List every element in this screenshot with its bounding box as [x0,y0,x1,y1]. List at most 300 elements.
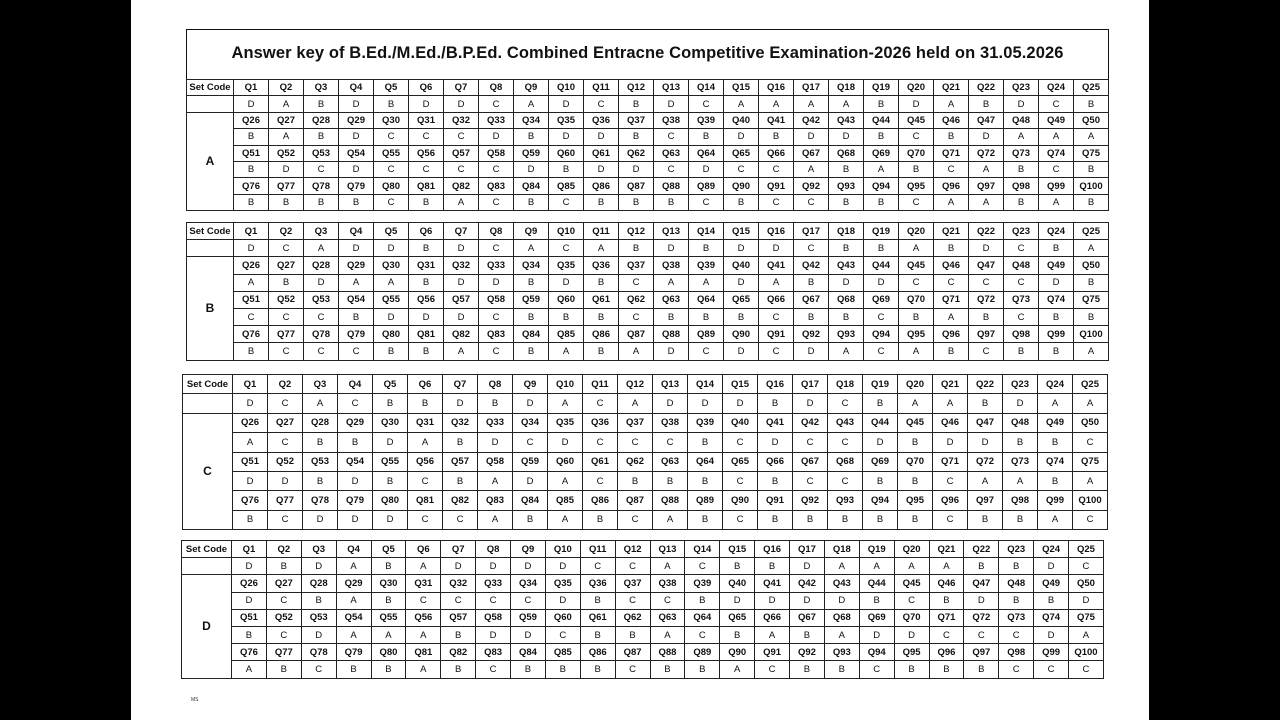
answer-cell: C [618,510,653,529]
question-number: Q35 [548,413,583,432]
answer-cell: B [758,394,793,413]
answer-cell: C [479,96,514,112]
question-number: Q79 [339,326,374,343]
answer-cell: B [266,661,301,678]
answer-cell: B [443,471,478,490]
question-number: Q53 [304,145,339,161]
answer-cell: A [548,394,583,413]
question-number: Q56 [409,145,444,161]
question-number: Q93 [824,644,859,661]
question-number: Q36 [583,413,618,432]
question-row [182,609,1104,626]
answer-cell: A [269,96,304,112]
question-number: Q12 [619,223,654,240]
question-number: Q20 [894,541,929,558]
answer-cell: B [615,626,650,643]
question-number: Q38 [653,413,688,432]
question-number: Q96 [933,491,968,510]
answer-cell: C [269,343,304,360]
answer-cell: D [654,96,689,112]
answer-cell: C [479,343,514,360]
question-number: Q74 [1039,145,1074,161]
question-number: Q80 [374,326,409,343]
question-number: Q57 [443,452,478,471]
question-number: Q34 [514,112,549,128]
answer-cell: C [1073,510,1108,529]
question-number: Q35 [549,257,584,274]
question-number: Q77 [268,491,303,510]
question-number: Q91 [759,326,794,343]
answer-cell: D [549,96,584,112]
question-number: Q63 [654,145,689,161]
question-number: Q32 [441,575,476,592]
question-number: Q60 [549,145,584,161]
answer-row [187,96,1109,112]
question-number: Q21 [933,375,968,394]
answer-cell: A [934,194,969,210]
answer-cell: B [408,394,443,413]
question-number: Q36 [584,112,619,128]
question-number: Q5 [371,541,406,558]
question-number: Q9 [511,541,546,558]
answer-cell: A [303,394,338,413]
set-code-spacer [187,240,234,257]
question-number: Q65 [724,145,759,161]
question-row [183,413,1108,432]
question-number: Q43 [829,112,864,128]
question-number: Q20 [899,223,934,240]
question-number: Q2 [269,80,304,96]
answer-cell: C [406,592,441,609]
answer-cell: A [794,161,829,177]
question-number: Q28 [303,413,338,432]
answer-cell: C [999,661,1034,678]
answer-cell: A [336,592,371,609]
question-number: Q92 [794,178,829,194]
answer-cell: D [653,394,688,413]
answer-table-set-a [186,79,1109,211]
question-number: Q31 [408,413,443,432]
set-code-label: Set Code [183,375,233,394]
question-number: Q27 [269,257,304,274]
question-number: Q85 [549,326,584,343]
answer-cell: A [720,661,755,678]
answer-cell: D [755,592,790,609]
answer-cell: D [444,308,479,325]
answer-cell: B [864,240,899,257]
answer-table-set-d [181,540,1104,679]
question-number: Q100 [1073,491,1108,510]
answer-row [183,394,1108,413]
answer-cell: B [829,194,864,210]
question-number: Q8 [478,375,513,394]
answer-cell: D [824,592,859,609]
set-code-spacer [182,558,232,575]
question-number: Q10 [549,223,584,240]
answer-row [187,274,1109,291]
answer-cell: B [969,308,1004,325]
question-number: Q60 [545,609,580,626]
question-number: Q64 [685,609,720,626]
answer-cell: D [511,626,546,643]
question-number: Q82 [444,326,479,343]
answer-cell: A [859,558,894,575]
answer-row [182,626,1104,643]
question-number: Q13 [654,223,689,240]
answer-cell: A [933,394,968,413]
answer-cell: B [685,661,720,678]
question-number: Q40 [720,575,755,592]
answer-cell: B [724,308,759,325]
answer-cell: B [269,194,304,210]
answer-cell: B [304,96,339,112]
answer-cell: C [929,626,964,643]
question-number: Q4 [338,375,373,394]
question-row [187,145,1109,161]
question-number: Q16 [759,223,794,240]
question-number: Q67 [793,452,828,471]
question-number: Q15 [724,80,759,96]
question-number: Q17 [794,80,829,96]
question-number: Q83 [479,326,514,343]
question-number: Q47 [969,257,1004,274]
question-number: Q40 [724,112,759,128]
answer-cell: D [584,161,619,177]
answer-cell: B [899,308,934,325]
answer-cell: A [653,510,688,529]
question-number: Q29 [339,257,374,274]
answer-cell: B [371,558,406,575]
answer-cell: B [999,592,1034,609]
question-number: Q86 [580,644,615,661]
question-number: Q49 [1034,575,1069,592]
answer-cell: A [233,433,268,452]
answer-cell: C [685,626,720,643]
question-number: Q48 [1004,257,1039,274]
question-number: Q88 [650,644,685,661]
question-number: Q17 [790,541,825,558]
answer-cell: B [441,661,476,678]
question-number: Q18 [828,375,863,394]
answer-cell: A [618,394,653,413]
question-number: Q33 [478,413,513,432]
question-number: Q37 [618,413,653,432]
question-row [187,80,1109,96]
answer-cell: C [441,592,476,609]
answer-cell: D [338,510,373,529]
answer-row [183,471,1108,490]
answer-cell: C [859,661,894,678]
question-number: Q78 [304,326,339,343]
question-number: Q30 [374,112,409,128]
answer-cell: D [233,394,268,413]
answer-cell: B [1004,161,1039,177]
question-number: Q77 [269,326,304,343]
question-number: Q40 [724,257,759,274]
answer-cell: C [615,558,650,575]
question-number: Q46 [934,257,969,274]
question-number: Q44 [863,413,898,432]
answer-cell: A [929,558,964,575]
answer-cell: C [549,194,584,210]
question-number: Q46 [934,112,969,128]
answer-cell: D [269,161,304,177]
answer-cell: D [759,240,794,257]
answer-cell: C [408,510,443,529]
question-row [187,112,1109,128]
answer-cell: C [654,129,689,145]
question-number: Q14 [689,80,724,96]
question-number: Q94 [859,644,894,661]
answer-cell: C [899,274,934,291]
question-number: Q93 [828,491,863,510]
answer-cell: A [724,96,759,112]
answer-cell: C [234,308,269,325]
answer-cell: B [304,129,339,145]
question-number: Q5 [374,223,409,240]
question-number: Q15 [720,541,755,558]
question-number: Q67 [794,291,829,308]
answer-cell: A [478,510,513,529]
question-number: Q33 [479,112,514,128]
answer-row [187,343,1109,360]
answer-cell: B [336,661,371,678]
answer-cell: D [374,240,409,257]
question-number: Q22 [969,223,1004,240]
answer-cell: B [513,510,548,529]
question-number: Q66 [759,145,794,161]
answer-cell: B [824,661,859,678]
answer-cell: A [969,161,1004,177]
question-number: Q85 [545,644,580,661]
question-row [183,375,1108,394]
answer-cell: B [653,471,688,490]
question-number: Q44 [859,575,894,592]
answer-cell: D [409,96,444,112]
question-number: Q98 [1004,178,1039,194]
answer-cell: B [549,161,584,177]
question-number: Q48 [999,575,1034,592]
answer-cell: A [1074,129,1109,145]
question-number: Q79 [336,644,371,661]
question-number: Q56 [408,452,443,471]
answer-cell: A [514,240,549,257]
question-number: Q44 [864,112,899,128]
question-number: Q52 [268,452,303,471]
answer-cell: A [1069,626,1104,643]
answer-table-set-c [182,374,1108,530]
answer-cell: A [759,274,794,291]
set-code-spacer [183,394,233,413]
question-number: Q74 [1038,452,1073,471]
answer-cell: B [793,510,828,529]
answer-cell: B [650,661,685,678]
answer-cell: D [1069,592,1104,609]
answer-cell: A [864,161,899,177]
question-number: Q99 [1039,326,1074,343]
question-number: Q84 [514,178,549,194]
answer-cell: D [479,274,514,291]
answer-cell: D [1003,394,1038,413]
answer-cell: A [824,626,859,643]
answer-cell: C [338,394,373,413]
answer-cell: B [409,194,444,210]
question-number: Q90 [724,178,759,194]
question-number: Q5 [374,80,409,96]
question-number: Q17 [793,375,828,394]
set-code-value: D [182,575,232,678]
answer-cell: A [374,274,409,291]
answer-cell: C [1069,558,1104,575]
question-row [182,644,1104,661]
answer-cell: A [371,626,406,643]
answer-cell: C [723,510,758,529]
question-number: Q75 [1073,452,1108,471]
question-number: Q20 [898,375,933,394]
question-number: Q94 [863,491,898,510]
question-number: Q89 [685,644,720,661]
answer-cell: B [371,661,406,678]
answer-cell: B [1003,510,1038,529]
answer-cell: C [654,161,689,177]
answer-cell: D [548,433,583,452]
question-number: Q60 [548,452,583,471]
question-number: Q34 [513,413,548,432]
answer-cell: A [269,129,304,145]
question-number: Q64 [689,291,724,308]
answer-cell: D [724,240,759,257]
answer-cell: C [374,129,409,145]
question-number: Q59 [514,145,549,161]
answer-cell: D [444,274,479,291]
question-number: Q86 [583,491,618,510]
question-number: Q48 [1004,112,1039,128]
question-number: Q71 [934,291,969,308]
answer-cell: D [549,274,584,291]
answer-cell: B [409,240,444,257]
question-number: Q72 [969,291,1004,308]
set-code-label: Set Code [187,223,234,240]
answer-cell: D [859,626,894,643]
question-number: Q22 [964,541,999,558]
answer-cell: D [374,308,409,325]
answer-cell: B [863,471,898,490]
answer-cell: B [1039,343,1074,360]
answer-cell: B [549,308,584,325]
answer-cell: B [371,592,406,609]
question-number: Q41 [759,257,794,274]
question-number: Q43 [828,413,863,432]
question-number: Q38 [654,257,689,274]
question-number: Q22 [969,80,1004,96]
answer-cell: B [688,510,723,529]
question-number: Q23 [1004,80,1039,96]
answer-cell: C [899,194,934,210]
answer-cell: C [999,626,1034,643]
answer-cell: C [618,433,653,452]
question-number: Q7 [444,223,479,240]
question-number: Q23 [1003,375,1038,394]
answer-cell: C [268,394,303,413]
answer-cell: A [1039,194,1074,210]
answer-cell: C [549,240,584,257]
question-number: Q50 [1074,112,1109,128]
answer-cell: A [584,240,619,257]
question-number: Q25 [1069,541,1104,558]
question-number: Q26 [233,413,268,432]
answer-cell: B [1038,433,1073,452]
question-number: Q34 [511,575,546,592]
answer-cell: B [584,343,619,360]
answer-cell: B [619,194,654,210]
question-number: Q2 [266,541,301,558]
answer-cell: C [583,471,618,490]
question-number: Q35 [545,575,580,592]
question-number: Q1 [234,223,269,240]
question-number: Q72 [968,452,1003,471]
answer-cell: A [444,343,479,360]
answer-cell: B [580,661,615,678]
question-number: Q74 [1034,609,1069,626]
question-number: Q63 [653,452,688,471]
question-number: Q62 [615,609,650,626]
question-number: Q43 [824,575,859,592]
answer-cell: B [266,558,301,575]
question-number: Q12 [619,80,654,96]
question-number: Q4 [339,223,374,240]
answer-cell: B [1074,161,1109,177]
question-number: Q73 [1004,291,1039,308]
question-number: Q58 [479,145,514,161]
answer-row [182,592,1104,609]
question-number: Q59 [513,452,548,471]
question-number: Q49 [1039,257,1074,274]
answer-cell: C [476,592,511,609]
question-number: Q18 [829,223,864,240]
question-number: Q79 [338,491,373,510]
answer-cell: A [650,626,685,643]
question-number: Q1 [233,375,268,394]
question-number: Q28 [301,575,336,592]
question-number: Q86 [584,326,619,343]
answer-cell: D [441,558,476,575]
answer-cell: A [478,471,513,490]
question-number: Q20 [899,80,934,96]
question-number: Q52 [266,609,301,626]
question-number: Q11 [583,375,618,394]
answer-cell: B [934,240,969,257]
question-number: Q12 [618,375,653,394]
question-number: Q24 [1039,80,1074,96]
question-number: Q29 [339,112,374,128]
question-number: Q97 [969,178,1004,194]
question-number: Q27 [269,112,304,128]
answer-cell: A [1039,129,1074,145]
answer-cell: C [650,592,685,609]
answer-cell: B [859,592,894,609]
answer-cell: B [863,394,898,413]
question-number: Q65 [723,452,758,471]
question-number: Q58 [479,291,514,308]
question-number: Q45 [894,575,929,592]
question-number: Q51 [234,291,269,308]
question-number: Q91 [758,491,793,510]
question-number: Q68 [824,609,859,626]
question-number: Q65 [720,609,755,626]
question-number: Q6 [409,223,444,240]
answer-cell: B [584,194,619,210]
question-number: Q26 [234,257,269,274]
